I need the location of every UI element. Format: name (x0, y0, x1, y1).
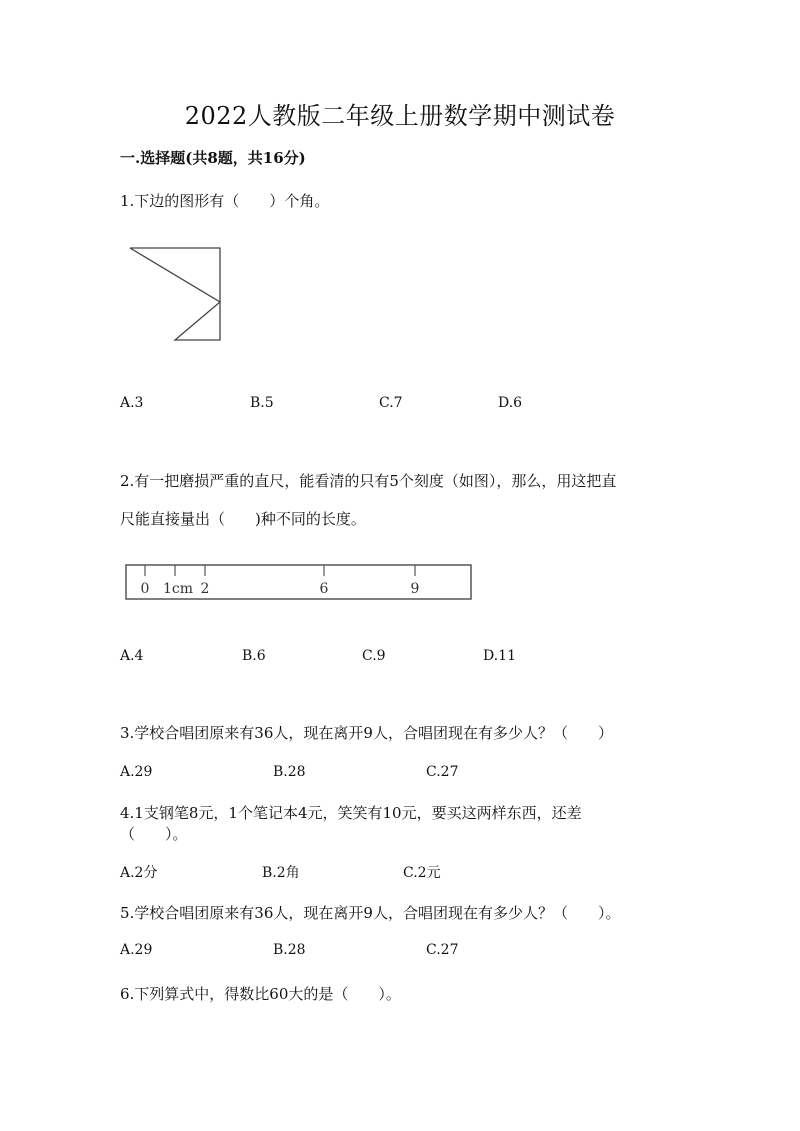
q5-option-b: B.28 (273, 942, 306, 958)
question-6-text: 6.下列算式中，得数比60大的是（ ）。 (120, 985, 401, 1003)
angle-figure (120, 240, 230, 345)
q1-option-d: D.6 (498, 395, 523, 411)
section-heading: 一.选择题(共8题，共16分) (120, 149, 306, 167)
q5-option-c: C.27 (426, 942, 459, 958)
q2-option-b: B.6 (242, 648, 266, 664)
q2-option-d: D.11 (483, 648, 516, 664)
ruler-label-0: 0 (140, 581, 150, 597)
question-5-text: 5.学校合唱团原来有36人，现在离开9人，合唱团现在有多少人？（ ）。 (120, 904, 621, 922)
question-3-text: 3.学校合唱团原来有36人，现在离开9人，合唱团现在有多少人？（ ） (120, 724, 613, 742)
q1-option-a: A.3 (120, 395, 144, 411)
question-4-line2: （ ）。 (120, 825, 188, 843)
ruler-label-6: 6 (319, 581, 329, 597)
q4-option-b: B.2角 (262, 865, 300, 881)
ruler-label-9: 9 (410, 581, 420, 597)
q4-option-a: A.2分 (120, 865, 158, 881)
q1-option-b: B.5 (250, 395, 274, 411)
q4-option-c: C.2元 (403, 865, 441, 881)
ruler-figure (120, 560, 480, 605)
ruler-label-2: 2 (200, 581, 210, 597)
q2-option-c: C.9 (362, 648, 386, 664)
question-4-line1: 4.1支钢笔8元，1个笔记本4元，笑笑有10元，要买这两样东西，还差 (120, 804, 582, 822)
q5-option-a: A.29 (120, 942, 153, 958)
q3-option-c: C.27 (426, 764, 459, 780)
question-2-line2: 尺能直接量出（ )种不同的长度。 (120, 510, 366, 528)
q2-option-a: A.4 (120, 648, 144, 664)
q1-option-c: C.7 (379, 395, 403, 411)
q3-option-b: B.28 (273, 764, 306, 780)
page-title: 2022人教版二年级上册数学期中测试卷 (184, 102, 616, 130)
ruler-label-1cm: 1cm (162, 581, 194, 597)
q3-option-a: A.29 (120, 764, 153, 780)
question-1-text: 1.下边的图形有（ ）个角。 (120, 192, 330, 210)
question-2-line1: 2.有一把磨损严重的直尺，能看清的只有5个刻度（如图），那么，用这把直 (120, 472, 617, 490)
